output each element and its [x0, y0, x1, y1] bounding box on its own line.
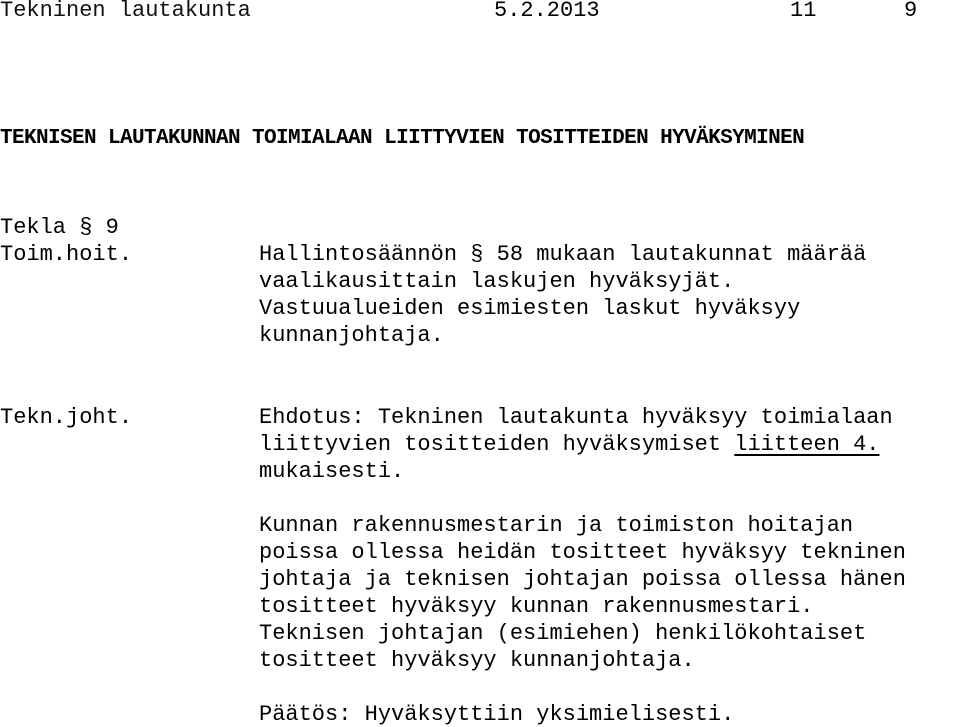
substitute-line: tositteet hyväksyy kunnan rakennusmestari.	[259, 594, 814, 619]
decision: Päätös: Hyväksyttiin yksimielisesti.	[259, 702, 735, 727]
background-line: kunnanjohtaja.	[259, 323, 444, 348]
meeting-date: 5.2.2013	[494, 0, 600, 23]
proposal-line-1: Ehdotus: Tekninen lautakunta hyväksyy toimialaan	[259, 405, 893, 430]
reference-line-2: Toim.hoit.	[0, 242, 133, 267]
section-number: 9	[904, 0, 918, 23]
substitute-line: Kunnan rakennusmestarin ja toimiston hoitajan	[259, 513, 854, 538]
proposal-line-2	[259, 434, 880, 456]
document-title: TEKNISEN LAUTAKUNNAN TOIMIALAAN LIITTYVIEN TOSITTEIDEN HYVÄKSYMINEN	[0, 127, 805, 150]
reference-line-1: Tekla § 9	[0, 215, 119, 240]
substitute-line: Teknisen johtajan (esimiehen) henkilökohtaiset	[259, 621, 867, 646]
substitute-line: johtaja ja teknisen johtajan poissa ollessa hänen	[259, 567, 906, 592]
background-line: Vastuualueiden esimiesten laskut hyväksyy	[259, 296, 801, 321]
substitute-line: tositteet hyväksyy kunnanjohtaja.	[259, 648, 695, 673]
page-number: 11	[790, 0, 817, 23]
attachment-reference-link[interactable]: liitteen 4.	[734, 432, 880, 457]
board-name: Tekninen lautakunta	[0, 0, 251, 23]
background-line: Hallintosäännön § 58 mukaan lautakunnat määrää	[259, 242, 867, 267]
proposal-line-2-text: liittyvien tositteiden hyväksymiset	[259, 432, 735, 457]
background-line: vaalikausittain laskujen hyväksyjät.	[259, 269, 735, 294]
proposal-author: Tekn.joht.	[0, 405, 133, 430]
substitute-line: poissa ollessa heidän tositteet hyväksyy tekninen	[259, 540, 906, 565]
proposal-line-3: mukaisesti.	[259, 459, 405, 484]
